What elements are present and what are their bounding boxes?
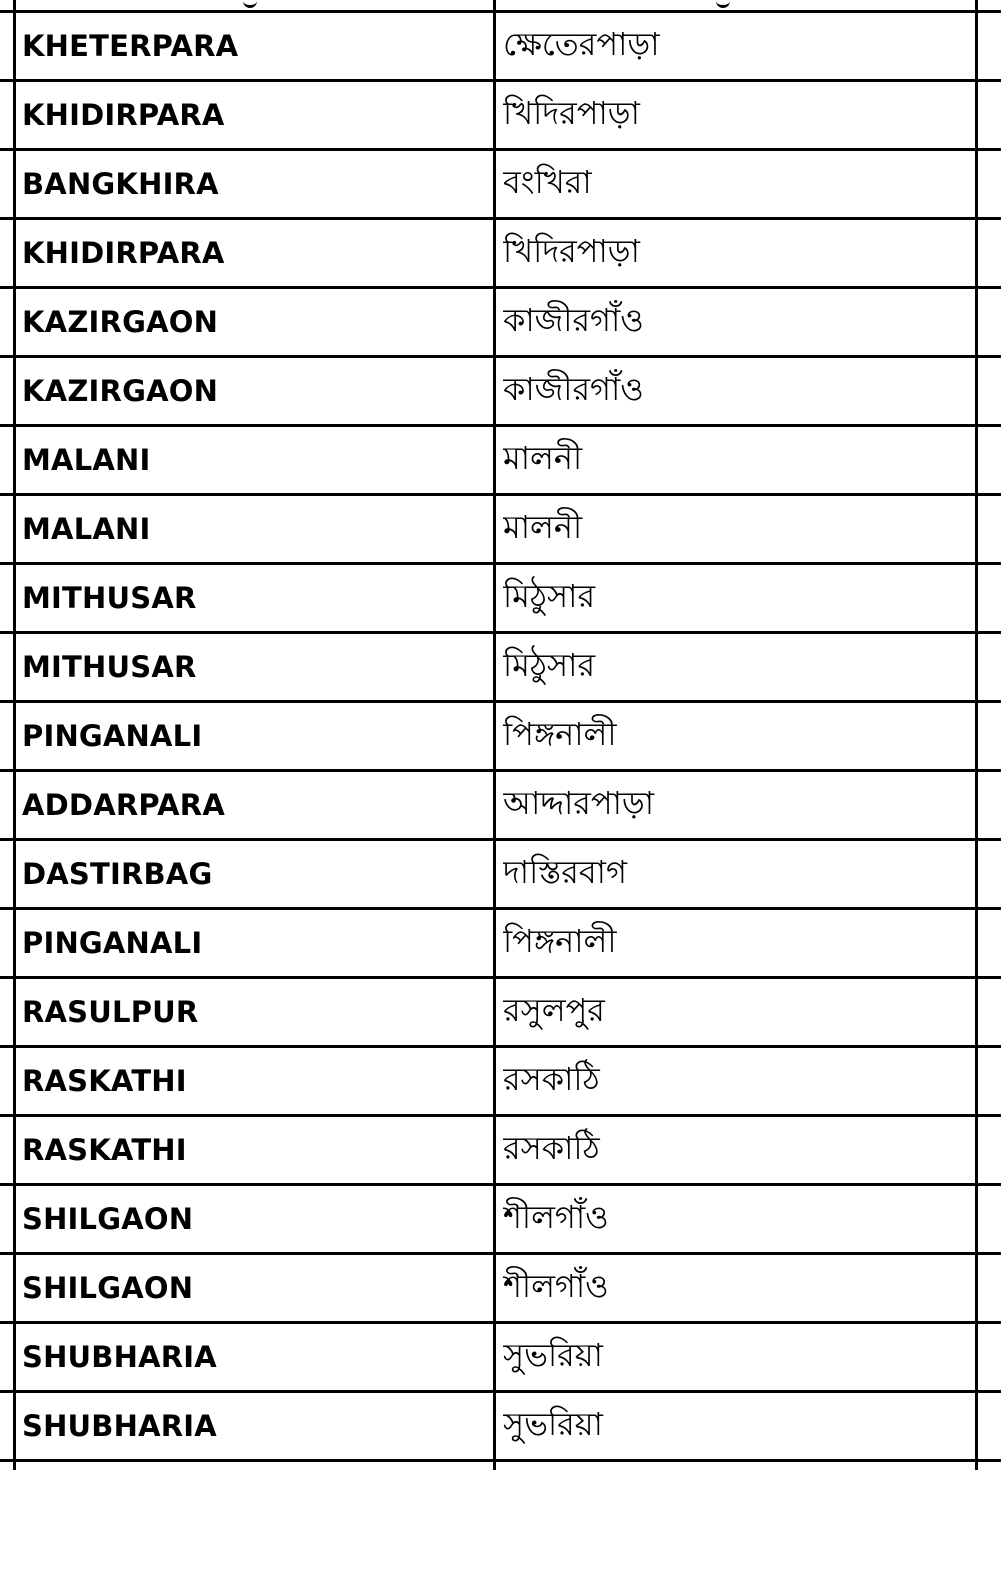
bengali-name-cell: মালনী — [503, 439, 583, 477]
english-name-cell: RASKATHI — [22, 1064, 187, 1098]
table-border-right — [975, 0, 978, 1470]
bengali-name-cell: কাজীরগাঁও — [503, 301, 644, 339]
bengali-name-cell: রসকাঠি — [503, 1129, 600, 1167]
english-name-cell: KHIDIRPARA — [22, 236, 225, 270]
english-name-cell: DASTIRBAG — [22, 857, 213, 891]
table-border-left — [13, 0, 16, 1470]
english-name-cell: KHETERPARA — [22, 29, 239, 63]
bengali-name-cell: মিঠুসার — [503, 577, 596, 615]
clipped-header-mark-left — [243, 0, 257, 8]
english-name-cell: KAZIRGAON — [22, 374, 219, 408]
bengali-name-cell: পিঙ্গনালী — [503, 715, 617, 753]
english-name-cell: SHUBHARIA — [22, 1409, 217, 1443]
table-border-bottom — [0, 1459, 1001, 1462]
bengali-name-cell: রসকাঠি — [503, 1060, 600, 1098]
bengali-name-cell: বংখিরা — [503, 163, 592, 201]
english-name-cell: SHILGAON — [22, 1271, 194, 1305]
english-name-cell: BANGKHIRA — [22, 167, 219, 201]
english-name-cell: MALANI — [22, 512, 151, 546]
bengali-name-cell: কাজীরগাঁও — [503, 370, 644, 408]
bengali-name-cell: শীলগাঁও — [503, 1267, 609, 1305]
bengali-name-cell: সুভরিয়া — [503, 1405, 603, 1443]
english-name-cell: PINGANALI — [22, 926, 203, 960]
english-name-cell: SHILGAON — [22, 1202, 194, 1236]
bengali-name-cell: খিদিরপাড়া — [503, 94, 640, 132]
english-name-cell: PINGANALI — [22, 719, 203, 753]
english-name-cell: KHIDIRPARA — [22, 98, 225, 132]
english-name-cell: MITHUSAR — [22, 650, 197, 684]
bengali-name-cell: মালনী — [503, 508, 583, 546]
bengali-name-cell: মিঠুসার — [503, 646, 596, 684]
bengali-name-cell: পিঙ্গনালী — [503, 922, 617, 960]
bengali-name-cell: দাস্তিরবাগ — [503, 853, 627, 891]
bengali-name-cell: খিদিরপাড়া — [503, 232, 640, 270]
bengali-name-cell: সুভরিয়া — [503, 1336, 603, 1374]
english-name-cell: SHUBHARIA — [22, 1340, 217, 1374]
english-name-cell: MALANI — [22, 443, 151, 477]
bengali-name-cell: শীলগাঁও — [503, 1198, 609, 1236]
english-name-cell: ADDARPARA — [22, 788, 225, 822]
column-divider — [493, 0, 496, 1470]
clipped-header-mark-right — [716, 0, 730, 8]
english-name-cell: RASKATHI — [22, 1133, 187, 1167]
bengali-name-cell: রসুলপুর — [503, 991, 605, 1029]
english-name-cell: RASULPUR — [22, 995, 199, 1029]
english-name-cell: KAZIRGAON — [22, 305, 219, 339]
bengali-name-cell: ক্ষেতেরপাড়া — [503, 25, 660, 63]
english-name-cell: MITHUSAR — [22, 581, 197, 615]
bengali-name-cell: আদ্দারপাড়া — [503, 784, 655, 822]
